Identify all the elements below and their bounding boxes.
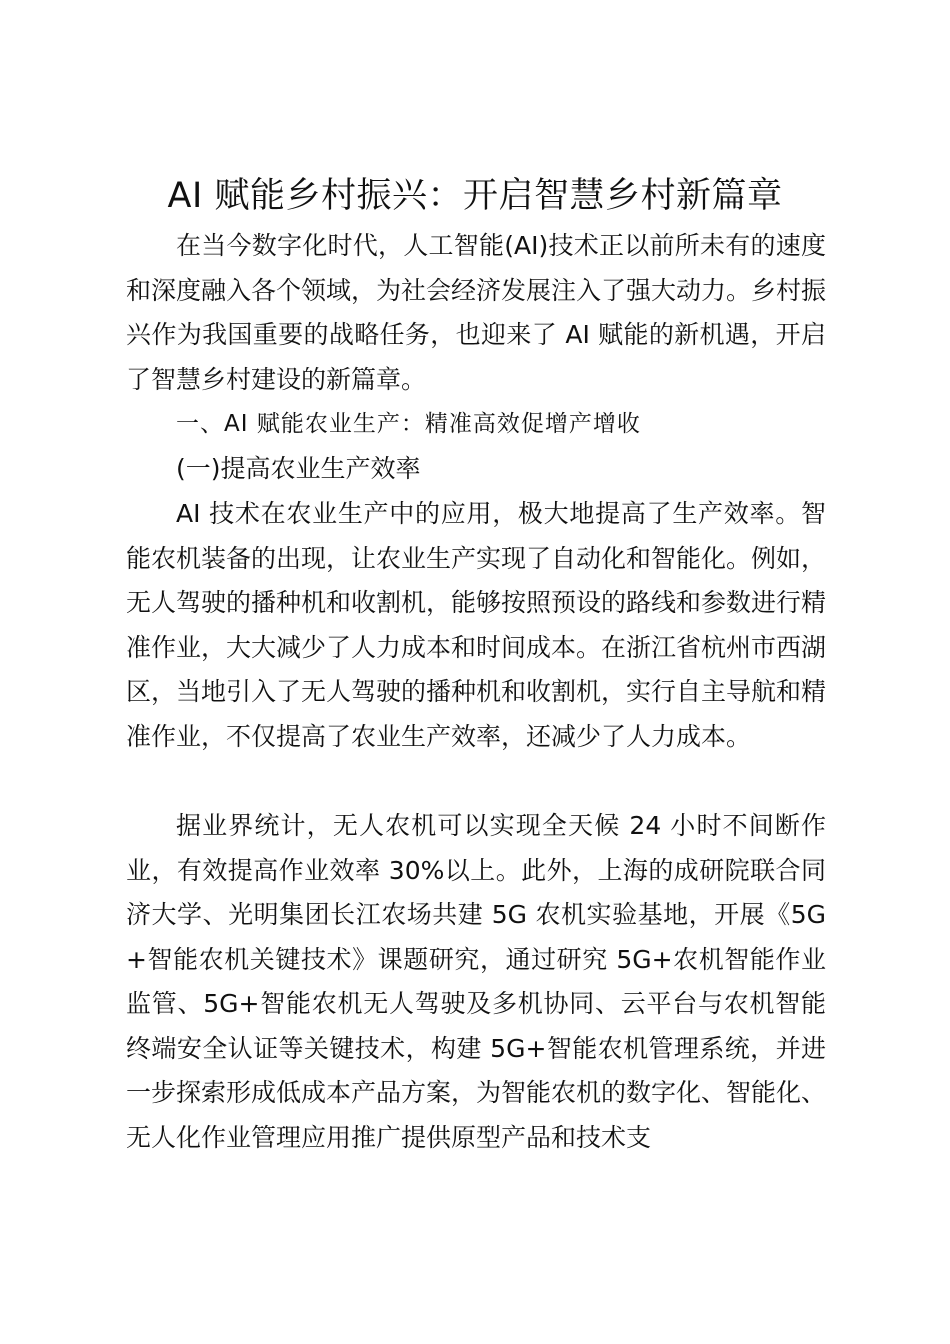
section-heading: 一、AI 赋能农业生产：精准高效促增产增收 <box>176 411 641 437</box>
document-title: AI 赋能乡村振兴：开启智慧乡村新篇章 <box>167 176 783 216</box>
paragraph-statistics: 据业界统计，无人农机可以实现全天候 24 小时不间断作业，有效提高作业效率 30%以上。此外，上海的成研院联合同济大学、光明集团长江农场共建 5G 农机实验基地，开展《5G+智能农机关键技术》课题研究，通过研究 5G+农机智能作业监管、5G+智能农机无人驾驶及多机协同、云平台与农机智能终端安全认证等关键技术，构建 5G+智能农机管理系统，并进一步探索形成低成本产品方案，为智能农机的数字化、智能化、无人化作业管理应用推广提供原型产品和技术支 <box>126 811 827 1152</box>
subsection-heading: (一)提高农业生产效率 <box>176 454 421 483</box>
paragraph-efficiency: AI 技术在农业生产中的应用，极大地提高了生产效率。智能农机装备的出现，让农业生产实现了自动化和智能化。例如，无人驾驶的播种机和收割机，能够按照预设的路线和参数进行精准作业，大大减少了人力成本和时间成本。在浙江省杭州市西湖区，当地引入了无人驾驶的播种机和收割机，实行自主导航和精准作业，不仅提高了农业生产效率，还减少了人力成本。 <box>126 499 827 751</box>
paragraph-intro: 在当今数字化时代，人工智能(AI)技术正以前所未有的速度和深度融入各个领域，为社会经济发展注入了强大动力。乡村振兴作为我国重要的战略任务，也迎来了 AI 赋能的新机遇，开启了智慧乡村建设的新篇章。 <box>126 231 827 394</box>
